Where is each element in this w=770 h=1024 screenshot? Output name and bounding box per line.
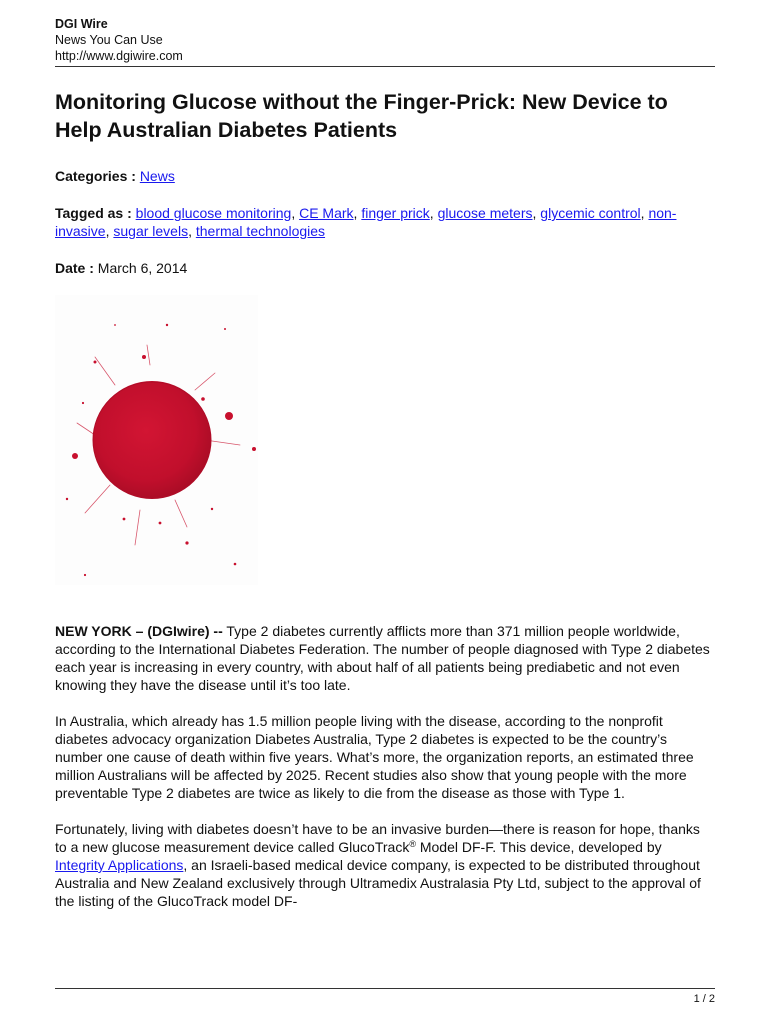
date-value: March 6, 2014 <box>97 260 188 276</box>
paragraph-3 <box>55 820 715 910</box>
tag-link[interactable]: blood glucose monitoring <box>135 205 292 221</box>
registered-mark: ® <box>409 839 416 849</box>
integrity-applications-link[interactable]: Integrity Applications <box>55 857 184 873</box>
tags-label: Tagged as : <box>55 205 132 221</box>
site-url: http://www.dgiwire.com <box>55 49 183 63</box>
tag-link[interactable]: glucose meters <box>437 205 533 221</box>
site-header <box>55 16 715 64</box>
page-number: 1 / 2 <box>693 993 715 1005</box>
tag-link[interactable]: finger prick <box>361 205 430 221</box>
paragraph-3-text-c: , an Israeli-based medical device company, is expected to be distributed throughout Australia and New Zealand exclusively through Ultramedix Australasia Pty Ltd, subject to the approval of the listing of the GlucoTrack model DF- <box>55 857 701 909</box>
paragraph-2: In Australia, which already has 1.5 million people living with the disease, according to the nonprofit diabetes advocacy organization Diabetes Australia, Type 2 diabetes is expected to be the country’s number one cause of death within five years. What’s more, the organization reports, an estimated three million Australians will be affected by 2025. Recent studies also show that young people with the more preventable Type 2 diabetes are twice as likely to die from the disease as those with Type 1. <box>55 713 694 801</box>
site-tagline: News You Can Use <box>55 33 163 47</box>
article-title: Monitoring Glucose without the Finger-Prick: New Device to Help Australian Diabetes Patients <box>55 90 668 142</box>
blood-drop-image <box>55 295 258 585</box>
footer-divider <box>55 988 715 989</box>
tag-link[interactable]: glycemic control <box>540 205 641 221</box>
blood-drop-illustration <box>55 295 258 585</box>
category-link-news[interactable]: News <box>139 168 175 184</box>
date-line <box>55 259 715 277</box>
paragraph-3-text-b: Model DF-F. This device, developed by <box>415 839 662 855</box>
paragraph-3-text-a: Fortunately, living with diabetes doesn’t have to be an invasive burden—there is reason for hope, thanks to a new glucose measurement device called GlucoTrack <box>55 821 700 855</box>
article-body <box>55 622 715 928</box>
tag-link[interactable]: sugar levels <box>113 223 189 239</box>
categories-label: Categories : <box>55 168 136 184</box>
site-name: DGI Wire <box>55 17 108 31</box>
tags-line: Tagged as : blood glucose monitoring, CE Mark, finger prick, glucose meters, glycemic control, non-invasive, sugar levels, thermal technologies <box>55 205 677 239</box>
dateline: NEW YORK – (DGIwire) -- <box>55 623 223 639</box>
date-label: Date : <box>55 260 94 276</box>
tag-link[interactable]: CE Mark <box>299 205 354 221</box>
paragraph-1-text: Type 2 diabetes currently afflicts more than 371 million people worldwide, according to the International Diabetes Federation. The number of people diagnosed with Type 2 diabetes each year is increasing in every country, with about half of all patients being prediabetic and not even knowing they have the disease until it’s too late. <box>55 623 710 693</box>
paragraph-1 <box>55 622 715 694</box>
header-divider <box>55 66 715 67</box>
tag-link[interactable]: non-invasive <box>55 205 677 239</box>
tag-link[interactable]: thermal technologies <box>195 223 326 239</box>
categories-line <box>55 167 715 185</box>
